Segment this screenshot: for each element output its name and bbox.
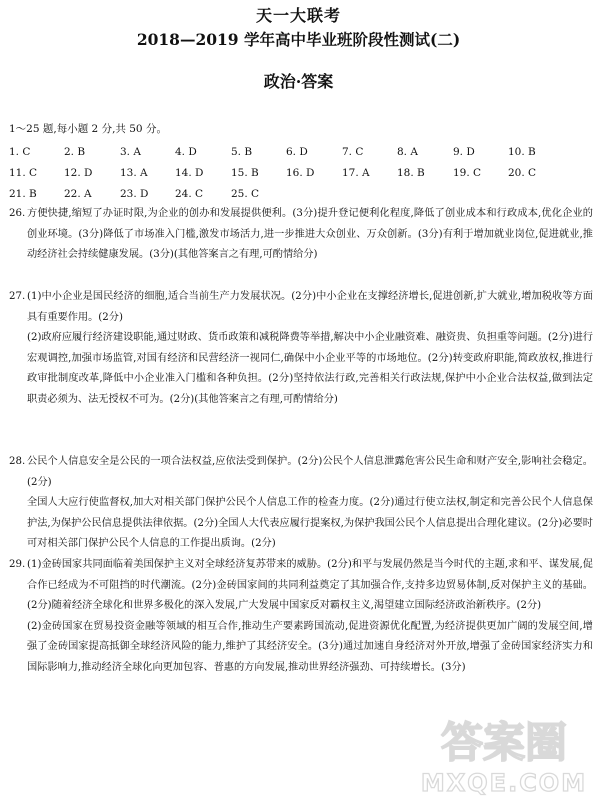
answer-item: 25. C [231,188,260,200]
answer-item: 5. B [231,146,253,158]
answer-item: 13. A [120,167,148,179]
watermark-logo [419,709,589,797]
answer-item: 4. D [175,146,197,158]
exam-name-title: 2018—2019 学年高中毕业班阶段性测试(二) [136,30,461,49]
answer-item: 6. D [286,146,308,158]
question-27 [9,287,593,410]
answer-item: 22. A [64,188,92,200]
question-number: 29. [9,559,26,570]
answer-part-2: 全国人大应行使监督权,加大对相关部门保护公民个人信息工作的检查力度。(2分)通过行使立法权,制定和完善公民个人信息保护法,为保护公民信息提供法律依据。(2分)全国人大代表应履行提案权,为保护我国公民个人信息提出合理化建议。(2分)必要时可对相关部门保护公民个人信息的工作提出质询。(2分) [27,497,593,549]
answer-item: 12. D [64,167,93,179]
watermark-url: MXQE.COM [420,769,588,797]
answer-item: 20. C [508,167,537,179]
answer-item: 23. D [120,188,149,200]
answer-item: 11. C [9,167,38,179]
answer-part-2: (2)金砖国家在贸易投资金融等领域的相互合作,推动生产要素跨国流动,促进资源优化配置,为经济提供更加广阔的发展空间,增强了金砖国家提高抵御全球经济风险的能力,维护了其经济安全。(3分)通过加速自身经济对外开放,增强了金砖国家经济实力和国际影响力,推动经济全球化向更加包容、普惠的方向发展,推动世界经济强劲、可持续增长。(3分) [27,620,593,673]
answer-item: 10. B [508,146,536,158]
subject-title: 政治·答案 [263,72,334,91]
question-number: 28. [9,456,26,467]
question-number: 27. [9,291,26,302]
answer-item: 18. B [397,167,425,179]
answer-item: 7. C [342,146,364,158]
answer-item: 19. C [453,167,482,179]
answer-item: 24. C [175,188,204,200]
question-28 [9,452,593,555]
answer-item: 15. B [231,167,259,179]
answer-item: 1. C [9,146,31,158]
answer-part-2: (2)政府应履行经济建设职能,通过财政、货币政策和减税降费等举措,解决中小企业融资难、融资贵、负担重等问题。(2分)进行宏观调控,加强市场监管,对国有经济和民营经济一视同仁,确保中小企业平等的市场地位。(2分)转变政府职能,简政放权,推进行政审批制度改革,降低中小企业准入门槛和各种负担。(2分)坚持依法行政,完善相关行政法规,保护中小企业合法权益,做到法定职责必须为、法无授权不可为。(2分)(其他答案言之有理,可酌情给分) [27,332,593,405]
question-number: 26. [9,208,26,219]
answer-item: 9. D [453,146,475,158]
answer-part-1: (1)金砖国家共同面临着美国保护主义对全球经济复苏带来的威胁。(2分)和平与发展仍然是当今时代的主题,求和平、谋发展,促合作已经成为不可阻挡的时代潮流。(2分)金砖国家间的共同利益奠定了其加强合作,支持多边贸易体制,反对保护主义的基础。(2分)随着经济全球化和世界多极化的深入发展,广大发展中国家反对霸权主义,渴望建立国际经济政治新秩序。(2分) [27,559,593,611]
answer-item: 8. A [397,146,418,158]
answer-item: 17. A [342,167,370,179]
answer-item: 2. B [64,146,86,158]
answer-item: 3. A [120,146,141,158]
exam-organizer-title: 天一大联考 [255,6,341,25]
watermark-text: 答案圈 [440,718,568,767]
answer-item: 16. D [286,167,315,179]
mcq-instruction: 1～25 题,每小题 2 分,共 50 分。 [9,123,167,135]
answer-part-1: (1)中小企业是国民经济的细胞,适合当前生产力发展状况。(2分)中小企业在支撑经济增长,促进创新,扩大就业,增加税收等方面具有重要作用。(2分) [27,291,593,323]
answer-text: 方便快捷,缩短了办证时限,为企业的创办和发展提供便利。(3分)提升登记便利化程度,降低了创业成本和行政成本,优化企业的创业环境。(3分)降低了市场准入门槛,激发市场活力,进一步推进大众创业、万众创新。(3分)有利于增加就业岗位,促进就业,推动经济社会持续健康发展。(3分)(其他答案言之有理,可酌情给分) [27,208,593,260]
question-29 [9,555,593,678]
answer-item: 21. B [9,188,37,200]
answer-part-1: 公民个人信息安全是公民的一项合法权益,应依法受到保护。(2分)公民个人信息泄露危害公民生命和财产安全,影响社会稳定。(2分) [27,456,593,488]
question-26 [9,204,593,266]
answer-item: 14. D [175,167,204,179]
